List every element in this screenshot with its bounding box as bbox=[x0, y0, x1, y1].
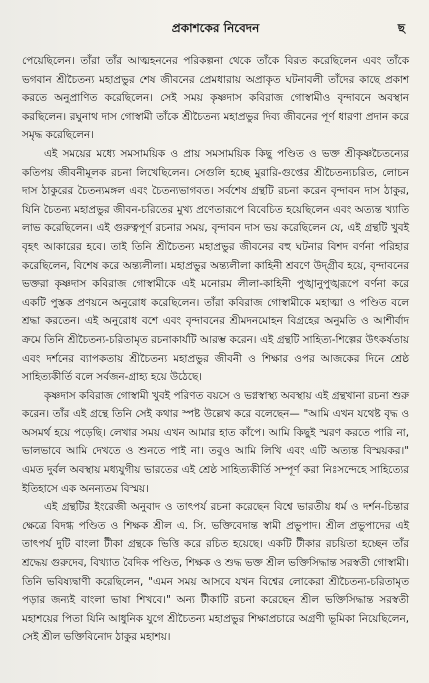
paragraph: কৃষ্ণদাস কবিরাজ গোস্বামী খুবই পরিণত বয়সে ও ভগ্নস্বাস্থ্য অবস্থায় এই গ্রন্থখানা রচনা শুরু করেন। তাঁর এই গ্রন্থে তিনি সেই কথার স্পষ্ট উল্লেখ করে বলেছেন— "আমি এখন যথেষ্ট বৃদ্ধ ও অসমর্থ হয়ে পড়েছি। লেখার সময় এখন আমার হাত কাঁপে। আমি কিছুই স্মরণ করতে পারি না, ভালভাবে আমি দেখতে ও শুনতে পাই না। তবুও আমি লিখি এবং এটি অত্যন্ত বিস্ময়কর।" এমত দুর্বল অবস্থায় মধ্যযুগীয় ভারতের এই শ্রেষ্ঠ সাহিত্যকীর্তি সম্পূর্ণ করা নিঃসন্দেহে সাহিত্যের ইতিহাসে এক অনন্যতম বিস্ময়। bbox=[22, 389, 409, 495]
paragraph: এই গ্রন্থটির ইংরেজী অনুবাদ ও তাৎপর্য রচনা করেছেন বিশ্বে ভারতীয় ধর্ম ও দর্শন-চিন্তার ক্ষেত্রে বিদগ্ধ পণ্ডিত ও শিক্ষক শ্রীল এ. সি. ভক্তিবেদান্ত স্বামী প্রভুপাদ। শ্রীল প্রভুপাদের এই তাৎপর্য দুটি বাংলা টীকা গ্রন্থকে ভিত্তি করে রচিত হয়েছে। একটি টীকার রচয়িতা হচ্ছেন তাঁর শ্রদ্ধেয় গুরুদেব, বিখ্যাত বৈদিক পণ্ডিত, শিক্ষক ও শুদ্ধ ভক্ত শ্রীল ভক্তিসিদ্ধান্ত সরস্বতী গোস্বামী। তিনি ভবিষ্যদ্বাণী করেছিলেন, "এমন সময় আসবে যখন বিশ্বের লোকেরা শ্রীচৈতন্য-চরিতামৃত পড়ার জন্যই বাংলা ভাষা শিখবে।" অন্য টীকাটি রচনা করেছেন শ্রীল ভক্তিসিদ্ধান্ত সরস্বতী মহাশয়ের পিতা যিনি আধুনিক যুগে শ্রীচৈতন্য মহাপ্রভুর শিক্ষাপ্রচারে অগ্রণী ভূমিকা নিয়েছিলেন, সেই শ্রীল ভক্তিবিনোদ ঠাকুর মহাশয়। bbox=[22, 501, 409, 644]
page-header bbox=[22, 20, 409, 42]
page-number: ছ bbox=[397, 21, 405, 35]
running-header-title: প্রকাশকের নিবেদন bbox=[171, 21, 260, 35]
body-text bbox=[22, 52, 409, 647]
paragraph: এই সময়ের মধ্যে সমসাময়িক ও প্রায় সমসাময়িক কিছু পণ্ডিত ও ভক্ত শ্রীকৃষ্ণচৈতন্যের কতিপয় জীবনীমূলক রচনা লিখেছিলেন। সেগুলি হচ্ছে মুরারি-গুপ্তের শ্রীচৈতন্যচরিত, লোচন দাস ঠাকুরের চৈতন্যমঙ্গল এবং চৈতন্যভাগবত। সর্বশেষ গ্রন্থটি রচনা করেন বৃন্দাবন দাস ঠাকুর, যিনি চৈতন্য মহাপ্রভুর জীবন-চরিতের মুখ্য প্রণেতারূপে বিবেচিত হয়েছিলেন এবং অত্যন্ত খ্যাতি লাভ করেছিলেন। এই গুরুত্বপূর্ণ রচনার সময়, বৃন্দাবন দাস ভয় করেছিলেন যে, এই গ্রন্থটি খুবই বৃহৎ আকারের হবে। তাই তিনি শ্রীচৈতন্য মহাপ্রভুর জীবনের বহু ঘটনার বিশদ বর্ণনা পরিহার করেছিলেন, বিশেষ করে অন্ত্যলীলা। মহাপ্রভুর অন্ত্যলীলা কাহিনী শ্রবণে উদ্গ্রীব হয়ে, বৃন্দাবনের ভক্তরা কৃষ্ণদাস কবিরাজ গোস্বামীকে এই মনোরম লীলা-কাহিনী পুঙ্খানুপুঙ্খরূপে বর্ণনা করে একটি পুস্তক প্রণয়নে অনুরোধ করেছিলেন। তাঁরা কবিরাজ গোস্বামীকে মহাত্মা ও পণ্ডিত বলে শ্রদ্ধা করতেন। এই অনুরোধ বশে এবং বৃন্দাবনের শ্রীমদনমোহন বিগ্রহের অনুমতি ও আশীর্বাদ ক্রমে তিনি শ্রীচৈতন্য-চরিতামৃত রচনাকার্যটি আরম্ভ করেন। এই গ্রন্থটি সাহিত্য-শিল্পের উৎকর্ষতায় এবং দর্শনের ব্যাপকতায় শ্রীচৈতন্য মহাপ্রভুর জীবনী ও শিক্ষার ওপর আজকের দিনে শ্রেষ্ঠ সাহিত্যকীর্তি বলে সর্বজন-গ্রাহ্য হয়ে উঠেছে। bbox=[22, 147, 409, 384]
paragraph: পেয়েছিলেন। তাঁরা তাঁর আত্মহননের পরিকল্পনা থেকে তাঁকে বিরত করেছিলেন এবং তাঁকে ভগবান শ্রীচৈতন্য মহাপ্রভুর শেষ জীবনের প্রেমধারায় অপ্রাকৃত ঘটনাবলী তাঁদের কাছে প্রকাশ করতে অনুপ্রাণিত করেছিলেন। সেই সময় কৃষ্ণদাস কবিরাজ গোস্বামীও বৃন্দাবনে অবস্থান করছিলেন। রঘুনাথ দাস গোস্বামী তাঁকে শ্রীচৈতন্য মহাপ্রভুর দিব্য জীবনের পূর্ণ ধারণা প্রদান করে সমৃদ্ধ করেছিলেন। bbox=[22, 55, 409, 142]
